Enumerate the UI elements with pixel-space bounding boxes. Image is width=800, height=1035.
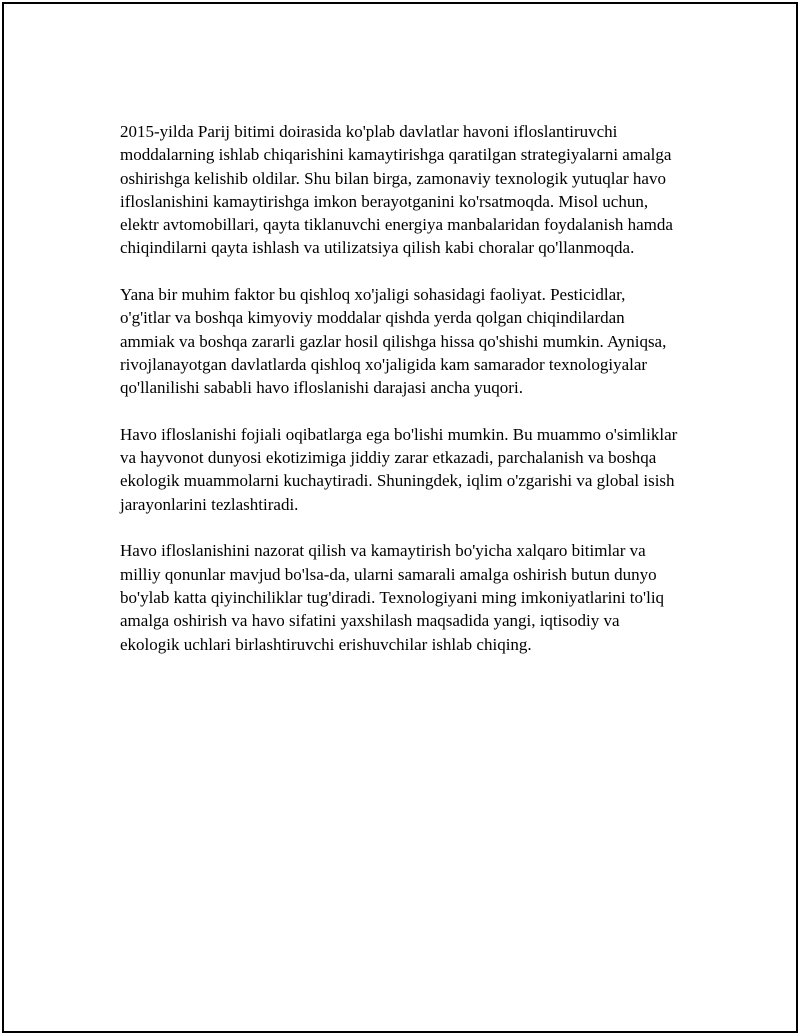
paragraph-paris-agreement: 2015-yilda Parij bitimi doirasida ko'plab davlatlar havoni ifloslantiruvchi moddalarning ishlab chiqarishini kamaytirishga qaratilgan strategiyalarni amalga oshirishga kelishib oldilar. Shu bilan birga, zamonaviy texnologik yutuqlar havo ifloslanishini kamaytirishga imkon berayotganini ko'rsatmoqda. Misol uchun, elektr avtomobillari, qayta tiklanuvchi energiya manbalaridan foydalanish hamda chiqindilarni qayta ishlash va utilizatsiya qilish kabi choralar qo'llanmoqda. bbox=[120, 122, 673, 258]
page-frame bbox=[2, 2, 798, 1033]
document-body bbox=[120, 120, 680, 679]
paragraph-regulation: Havo ifloslanishini nazorat qilish va kamaytirish bo'yicha xalqaro bitimlar va milliy qonunlar mavjud bo'lsa-da, ularni samarali amalga oshirish butun dunyo bo'ylab katta qiyinchiliklar tug'diradi. Texnologiyani ming imkoniyatlarini to'liq amalga oshirish va havo sifatini yaxshilash maqsadida yangi, iqtisodiy va ekologik uchlari birlashtiruvchi erishuvchilar ishlab chiqing. bbox=[120, 541, 665, 654]
paragraph-consequences: Havo ifloslanishi fojiali oqibatlarga ega bo'lishi mumkin. Bu muammo o'simliklar va hayvonot dunyosi ekotizimiga jiddiy zarar etkazadi, parchalanish va boshqa ekologik muammolarni kuchaytiradi. Shuningdek, iqlim o'zgarishi va global isish jarayonlarini tezlashtiradi. bbox=[120, 424, 678, 514]
paragraph-agriculture: Yana bir muhim faktor bu qishloq xo'jaligi sohasidagi faoliyat. Pesticidlar, o'g'itlar va boshqa kimyoviy moddalar qishda yerda qolgan chiqindilardan ammiak va boshqa zararli gazlar hosil qilishga hissa qo'shishi mumkin. Ayniqsa, rivojlanayotgan davlatlarda qishloq xo'jaligida kam samarador texnologiyalar qo'llanilishi sababli havo ifloslanishi darajasi ancha yuqori. bbox=[120, 285, 667, 398]
